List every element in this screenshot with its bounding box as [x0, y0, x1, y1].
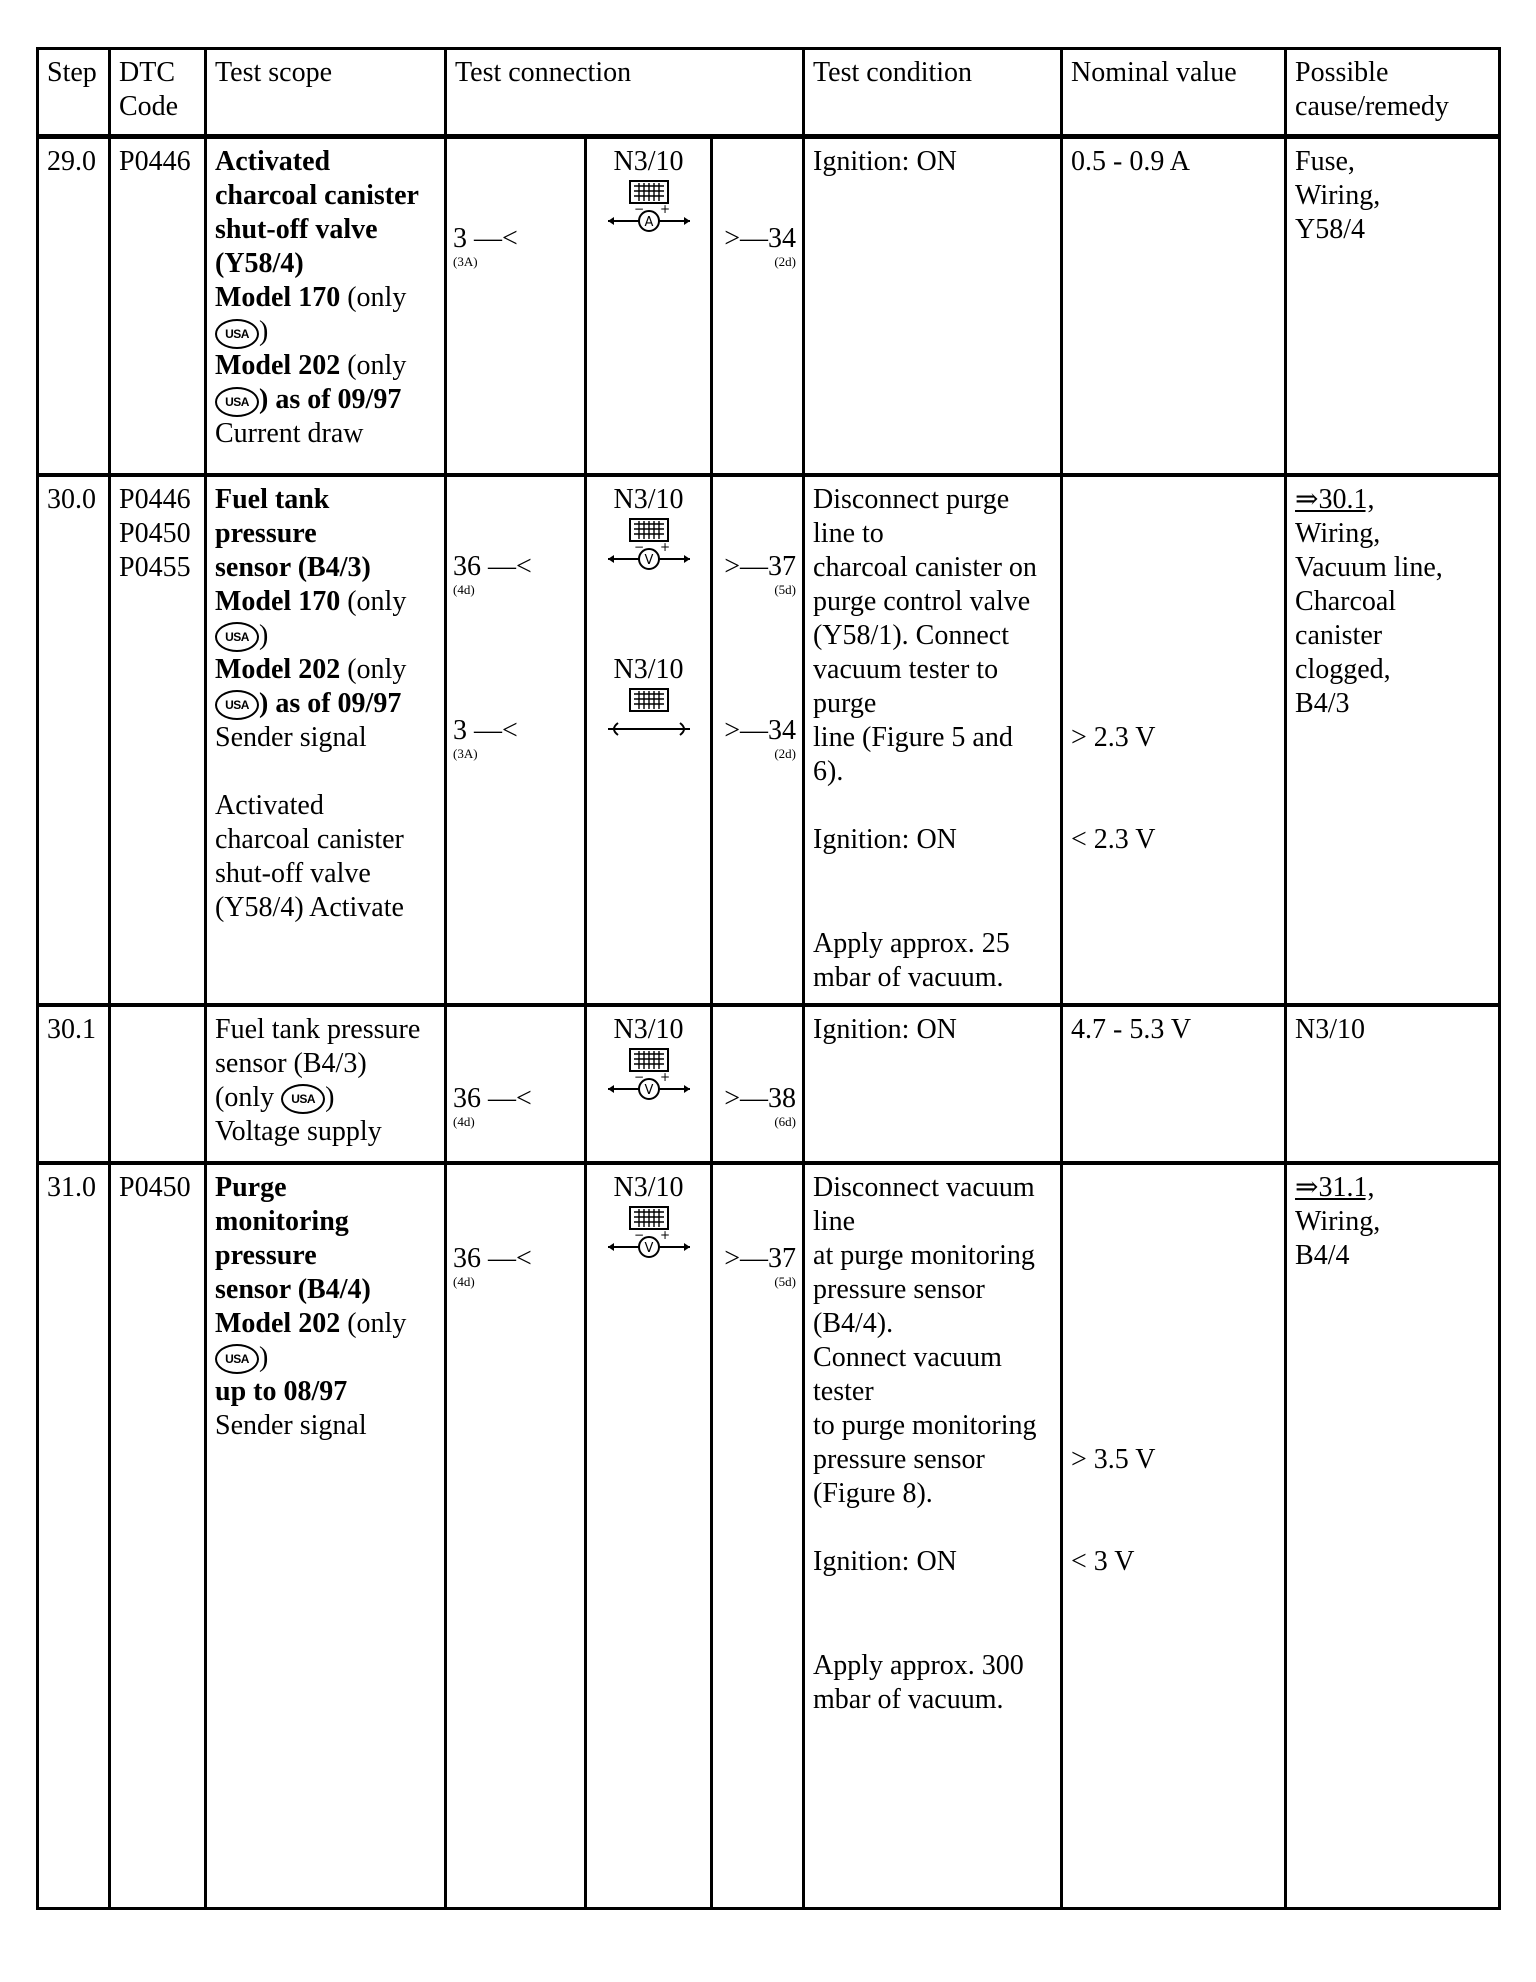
nominal-value-cell: 0.5 - 0.9 A	[1062, 137, 1286, 475]
nominal-value-cell: > 3.5 V < 3 V	[1062, 1163, 1286, 1909]
pin-number: 36	[453, 1082, 481, 1114]
usa-badge-icon: USA	[215, 1344, 259, 1374]
svg-text:+: +	[659, 539, 670, 554]
header-dtc-code: DTC Code	[110, 49, 206, 137]
diagnostic-test-table	[36, 47, 1501, 1910]
plug-right-icon: >—	[724, 714, 769, 746]
nominal-value-cell: > 2.3 V < 2.3 V	[1062, 475, 1286, 1005]
control-unit-ammeter-icon	[604, 179, 694, 237]
header-test-condition: Test condition	[804, 49, 1062, 137]
right-pin-cell: >—37 (5d) >—34 (2d)	[712, 475, 804, 1005]
svg-text:+: +	[659, 1069, 670, 1084]
svg-text:−: −	[633, 1069, 644, 1084]
plug-left-icon: —<	[474, 714, 518, 746]
pin-number: 38	[768, 1082, 797, 1114]
svg-text:V: V	[644, 1082, 653, 1098]
pin-number: 3	[453, 223, 467, 254]
header-possible-cause: Possible cause/remedy	[1286, 49, 1500, 137]
svg-text:V: V	[644, 552, 653, 568]
control-unit-voltmeter-icon	[604, 517, 694, 575]
table-row-29-0	[38, 137, 1500, 475]
dtc-cell: P0446	[110, 137, 206, 475]
control-unit-bridge-icon	[604, 687, 694, 745]
plug-left-icon: —<	[488, 1242, 532, 1274]
header-nominal-value: Nominal value	[1062, 49, 1286, 137]
usa-badge-icon: USA	[215, 622, 259, 652]
plug-right-icon: >—	[724, 1082, 769, 1114]
pin-number: 36	[453, 1242, 481, 1274]
possible-cause-cell: ⇒30.1, Wiring, Vacuum line, Charcoal canister clogged, B4/3	[1286, 475, 1500, 1005]
svg-text:−: −	[633, 202, 644, 216]
dtc-cell: P0450	[110, 1163, 206, 1909]
svg-text:+: +	[659, 1227, 670, 1242]
left-pin-cell: 3 —< (3A)	[446, 137, 586, 475]
control-unit-label: N3/10	[613, 483, 684, 515]
right-pin-cell: >—38 (6d)	[712, 1005, 804, 1163]
test-condition-cell: Ignition: ON	[804, 137, 1062, 475]
test-scope-cell: Fuel tank pressure sensor (B4/3) (only USA ) Voltage supply	[206, 1005, 446, 1163]
right-pin-cell: >—34 (2d)	[712, 137, 804, 475]
step-cell: 30.0	[38, 475, 110, 1005]
left-pin-cell: 36 —< (4d) 3 —< (3A)	[446, 475, 586, 1005]
right-pin-cell: >—37 (5d)	[712, 1163, 804, 1909]
control-unit-voltmeter-icon	[604, 1205, 694, 1263]
svg-text:A: A	[644, 215, 653, 230]
plug-right-icon: >—	[724, 223, 769, 254]
plug-left-icon: —<	[488, 550, 532, 582]
header-row	[38, 49, 1500, 137]
control-unit-label: N3/10	[613, 146, 684, 177]
test-condition-cell: Ignition: ON	[804, 1005, 1062, 1163]
plug-left-icon: —<	[488, 1082, 532, 1114]
dtc-cell	[110, 1005, 206, 1163]
pin-number: 34	[768, 223, 797, 254]
pin-number: 37	[768, 550, 797, 582]
possible-cause-cell: ⇒31.1, Wiring, B4/4	[1286, 1163, 1500, 1909]
plug-right-icon: >—	[724, 1242, 769, 1274]
meter-cell	[586, 475, 712, 1005]
plug-right-icon: >—	[724, 550, 769, 582]
test-condition-cell: Disconnect vacuum line at purge monitoring pressure sensor (B4/4). Connect vacuum tester to purge monitoring pressure sensor (Figure 8). Ignition: ON Apply approx. 300 mbar of vacuum.	[804, 1163, 1062, 1909]
svg-text:−: −	[633, 539, 644, 554]
table-row-30-1	[38, 1005, 1500, 1163]
test-scope-cell: Fuel tank pressure sensor (B4/3) Model 170 (only USA ) Model 202 (only USA ) as of 09/97 Sender signal Activated charcoal canister shut-off valve (Y58/4) Activate	[206, 475, 446, 1005]
pin-number: 37	[768, 1242, 797, 1274]
svg-text:+: +	[659, 202, 670, 216]
test-condition-cell: Disconnect purge line to charcoal canister on purge control valve (Y58/1). Connect vacuum tester to purge line (Figure 5 and 6). Ignition: ON Apply approx. 25 mbar of vacuum.	[804, 475, 1062, 1005]
table-row-30-0	[38, 475, 1500, 1005]
usa-badge-icon: USA	[215, 387, 259, 417]
header-step: Step	[38, 49, 110, 137]
meter-cell	[586, 1163, 712, 1909]
step-cell: 30.1	[38, 1005, 110, 1163]
step-link[interactable]: ⇒30.1,	[1295, 483, 1375, 515]
step-cell: 31.0	[38, 1163, 110, 1909]
control-unit-voltmeter-icon	[604, 1047, 694, 1105]
test-table-frame	[36, 47, 1498, 1907]
meter-cell	[586, 1005, 712, 1163]
table-row-31-0	[38, 1163, 1500, 1909]
header-test-connection: Test connection	[446, 49, 804, 137]
svg-text:−: −	[633, 1227, 644, 1242]
left-pin-cell: 36 —< (4d)	[446, 1163, 586, 1909]
test-scope-cell: Activated charcoal canister shut-off valve (Y58/4) Model 170 (only USA ) Model 202 (only USA ) as of 09/97 Current draw	[206, 137, 446, 475]
nominal-value-cell: 4.7 - 5.3 V	[1062, 1005, 1286, 1163]
plug-left-icon: —<	[474, 223, 518, 254]
control-unit-label: N3/10	[613, 653, 684, 685]
pin-number: 36	[453, 550, 481, 582]
dtc-cell: P0446 P0450 P0455	[110, 475, 206, 1005]
pin-number: 3	[453, 714, 467, 746]
control-unit-label: N3/10	[613, 1013, 684, 1045]
control-unit-label: N3/10	[613, 1171, 684, 1203]
usa-badge-icon: USA	[281, 1084, 325, 1114]
step-cell: 29.0	[38, 137, 110, 475]
header-test-scope: Test scope	[206, 49, 446, 137]
pin-number: 34	[768, 714, 797, 746]
meter-cell	[586, 137, 712, 475]
step-link[interactable]: ⇒31.1,	[1295, 1171, 1375, 1203]
test-scope-cell: Purge monitoring pressure sensor (B4/4) Model 202 (only USA ) up to 08/97 Sender signal	[206, 1163, 446, 1909]
possible-cause-cell: Fuse, Wiring, Y58/4	[1286, 137, 1500, 475]
svg-text:V: V	[644, 1240, 653, 1256]
usa-badge-icon: USA	[215, 319, 259, 349]
left-pin-cell: 36 —< (4d)	[446, 1005, 586, 1163]
usa-badge-icon: USA	[215, 690, 259, 720]
possible-cause-cell: N3/10	[1286, 1005, 1500, 1163]
